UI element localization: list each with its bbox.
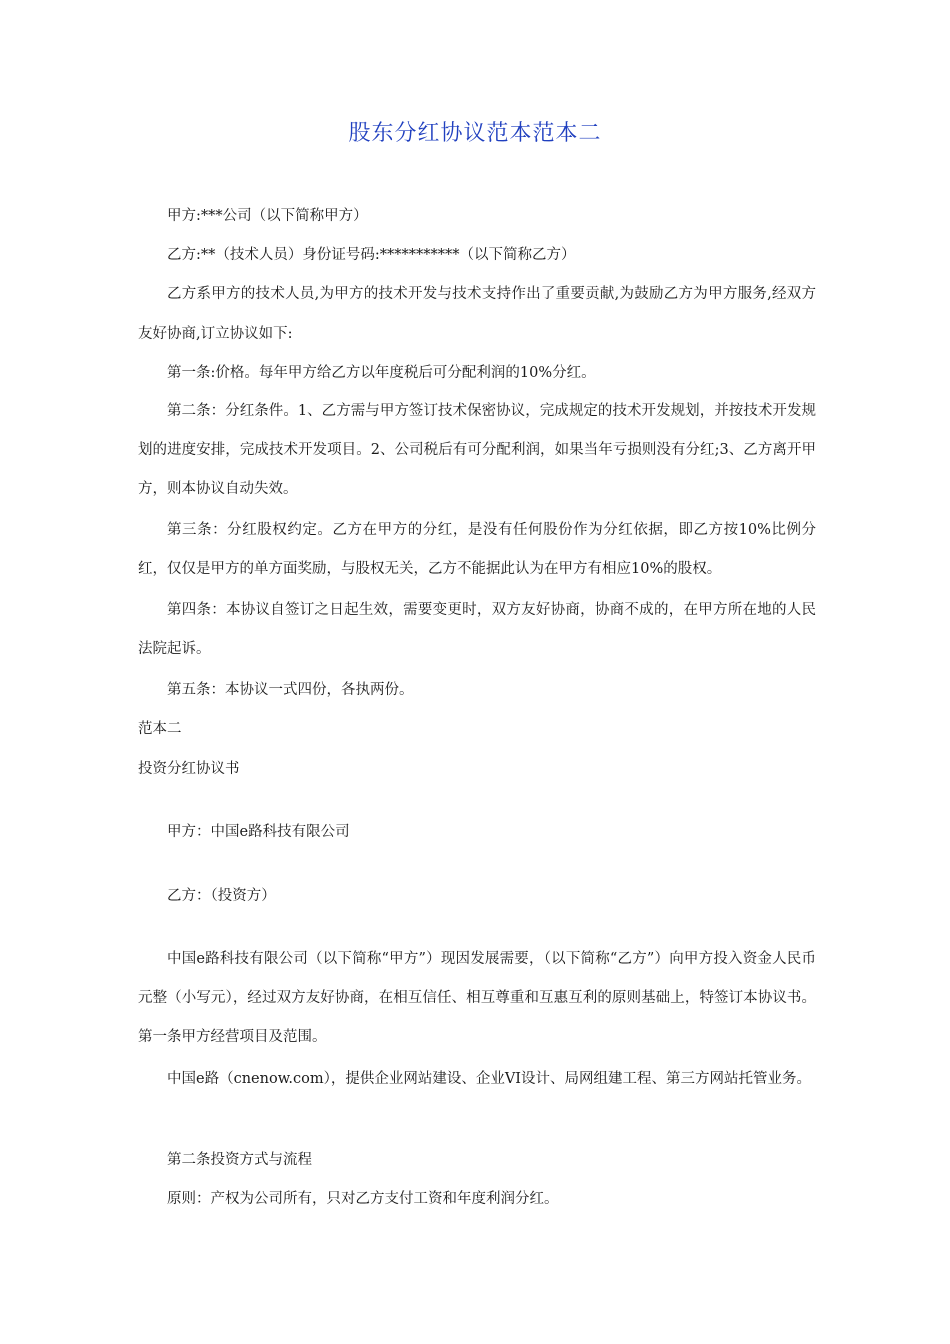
article-3: 第三条：分红股权约定。乙方在甲方的分红，是没有任何股份作为分红依据，即乙方按10%比例分红，仅仅是甲方的单方面奖励，与股权无关，乙方不能据此认为在甲方有相应10%的股权。	[138, 522, 816, 577]
party-b-line: 乙方:**（技术人员）身份证号码:***********（以下简称乙方）	[167, 247, 576, 263]
article-5: 第五条：本协议一式四份，各执两份。	[167, 682, 414, 698]
investment-preamble: 中国e路科技有限公司（以下简称“甲方”）现因发展需要，（以下简称“乙方”）向甲方投入资金人民币元整（小写元），经过双方友好协商，在相互信任、相互尊重和互惠互利的原则基础上，特签订本协议书。第一条甲方经营项目及范围。	[138, 951, 816, 1045]
investment-party-a: 甲方：中国e路科技有限公司	[167, 824, 350, 840]
article-2: 第二条：分红条件。1、乙方需与甲方签订技术保密协议，完成规定的技术开发规划，并按技术开发规划的进度安排，完成技术开发项目。2、公司税后有可分配利润，如果当年亏损则没有分红;3、乙方离开甲方，则本协议自动失效。	[138, 403, 816, 497]
investment-agreement-title: 投资分红协议书	[138, 761, 240, 777]
article-1: 第一条:价格。每年甲方给乙方以年度税后可分配利润的10%分红。	[167, 365, 596, 381]
article-2-investment-heading: 第二条投资方式与流程	[167, 1152, 312, 1168]
party-a-line: 甲方:***公司（以下简称甲方）	[167, 208, 368, 224]
principle-paragraph: 原则：产权为公司所有，只对乙方支付工资和年度利润分红。	[167, 1191, 559, 1207]
section-heading-template-2: 范本二	[138, 721, 182, 737]
business-scope-paragraph: 中国e路（cnenow.com），提供企业网站建设、企业VI设计、局网组建工程、第三方网站托管业务。	[167, 1071, 812, 1087]
article-4: 第四条：本协议自签订之日起生效，需要变更时，双方友好协商，协商不成的，在甲方所在地的人民法院起诉。	[138, 602, 816, 657]
document-title: 股东分红协议范本范本二	[348, 121, 602, 146]
investment-party-b: 乙方：（投资方）	[167, 888, 276, 904]
preamble-paragraph: 乙方系甲方的技术人员,为甲方的技术开发与技术支持作出了重要贡献,为鼓励乙方为甲方服务,经双方友好协商,订立协议如下:	[138, 286, 816, 342]
